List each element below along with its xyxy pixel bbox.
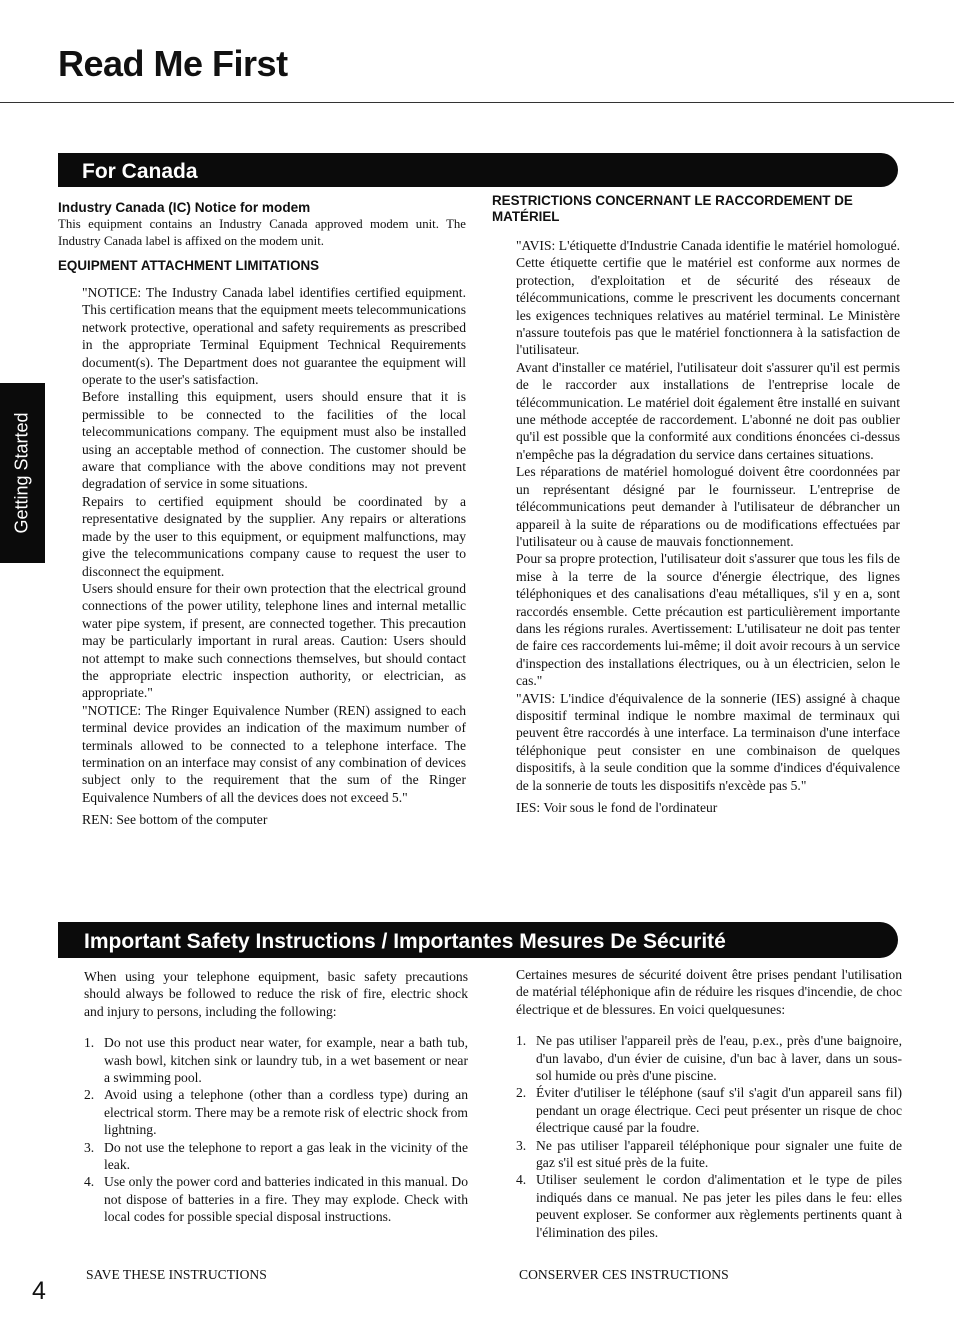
paragraph: Users should ensure for their own protection that the electrical ground connections of the power utility, telephone lines and internal metallic water pipe system, if present, are connected together. This precaution may be particularly important in rural areas. Caution: Users should not attempt to make such connections themselves, but should contact the appropriate electric inspection authority, or electrician, as appropriate." [82,580,466,701]
list-number: 4. [84,1174,95,1190]
paragraph: "AVIS: L'indice d'équivalence de la sonnerie (IES) assigné à chaque dispositif terminal indique le nombre maximal de terminaux qui peuvent être raccordés à une interface. La terminaison d'une interface téléphonique peut consister en une combinaison de quelques dispositifs, à la seule condition que la somme d'indices d'équivalence de la sonnerie de touts les dispositifs n'excède pas 5." [516,690,900,793]
list-number: 4. [516,1172,527,1188]
list-text: Éviter d'utiliser le téléphone (sauf s'il s'agit d'un appareil sans fil) pendant un orage électrique. Ceci peut présenter un risque de choc électrique causé par la foudre. [536,1085,902,1136]
safety-list-fr [516,1032,902,1241]
section-heading-canada-text: For Canada [82,160,198,183]
safety-intro-fr: Certaines mesures de sécurité doivent être prises pendant l'utilisation de matérial téléphonique afin de réduire les risques d'incendie, de choc électrique et de blessures. En voici quelquesunes: [516,967,902,1017]
ic-notice-intro: This equipment contains an Industry Canada approved modem unit. The Industry Canada label is affixed on the modem unit. [58,217,466,248]
list-number: 3. [84,1139,95,1155]
list-item [84,1034,468,1086]
page-title: Read Me First [58,43,288,84]
list-text: Ne pas utiliser l'appareil téléphonique pour signaler une fuite de gaz s'il est situé près de la fuite. [536,1137,902,1171]
restrictions-head: RESTRICTIONS CONCERNANT LE RACCORDEMENT DE MATÉRIEL [492,193,853,224]
safety-french-column [516,966,902,1241]
list-number: 3. [516,1137,527,1153]
list-text: Do not use the telephone to report a gas leak in the vicinity of the leak. [104,1139,468,1173]
paragraph: Avant d'installer ce matériel, l'utilisateur doit s'assurer qu'il est permis de le raccorder aux installations de l'entreprise locale de télécommunication. Le matériel doit également être installé en suivant une méthode acceptée de raccordement. L'abonné ne doit pas oublier qu'il est possible que la conformité aux conditions énoncées ci-dessus n'empêche pas la dégradation du service dans certaines situations. [516,359,900,462]
section-heading-safety-text: Important Safety Instructions / Importantes Mesures De Sécurité [84,930,726,953]
list-text: Utiliser seulement le cordon d'alimentation et le type de piles indiqués dans ce manual. Ne pas jeter les piles dans le feu: elles peuvent exploser. Se conformer aux règlements pertinents quant à l'élimination des piles. [536,1172,902,1240]
list-item [84,1086,468,1138]
ren-note: REN: See bottom of the computer [82,812,268,828]
list-item [516,1084,902,1136]
safety-english-column [84,968,468,1226]
save-instructions: SAVE THESE INSTRUCTIONS [86,1267,267,1282]
paragraph: Les réparations de matériel homologué doivent être coordonnées par un représentant désigné par le fournisseur. L'entreprise de télécommunications peut demander à l'utilisateur de débrancher un appareil à la suite de réparations ou de modifications effectuées par l'utilisateur ou à cause de mauvais fonctionnement. [516,464,900,549]
list-item [84,1173,468,1225]
equipment-limitations-head: EQUIPMENT ATTACHMENT LIMITATIONS [58,258,320,273]
ic-notice-subhead: Industry Canada (IC) Notice for modem [58,200,311,215]
list-text: Use only the power cord and batteries indicated in this manual. Do not dispose of batteries in a fire. They may explode. Check with local codes for possible special disposal instructions. [104,1174,468,1225]
list-number: 2. [516,1085,527,1101]
section-heading-canada [58,153,898,187]
list-item [516,1137,902,1172]
section-heading-safety [58,922,898,958]
safety-intro: When using your telephone equipment, basic safety precautions should always be followed to reduce the risk of fire, electric shock and injury to persons, including the following: [84,969,468,1019]
paragraph: "NOTICE: The Industry Canada label identifies certified equipment. This certification means that the equipment meets telecommunications network protective, operational and safety requirements as prescribed in the appropriate Terminal Equipment Technical Requirements document(s). The Department does not guarantee the equipment will operate to the user's satisfaction. [82,285,466,388]
title-rule [0,102,954,103]
list-number: 2. [84,1087,95,1103]
safety-list [84,1034,468,1225]
list-item [84,1139,468,1174]
list-number: 1. [516,1033,527,1049]
canada-french-column [492,193,900,816]
paragraph: "NOTICE: The Ringer Equivalence Number (REN) assigned to each terminal device provides an indication of the maximum number of terminals allowed to be connected to a telephone interface. The termination on an interface may consist of any combination of devices subject only to the requirement that the sum of the Ringer Equivalence Numbers of all the devices does not exceed 5." [82,702,466,805]
paragraph: Before installing this equipment, users should ensure that it is permissible to be connected to the facilities of the local telecommunications company. The equipment must also be installed using an acceptable method of connection. The customer should be aware that compliance with the above conditions may not prevent degradation of service in some situations. [82,389,466,492]
list-item [516,1171,902,1241]
list-item [516,1032,902,1084]
paragraph: Pour sa propre protection, l'utilisateur doit s'assurer que tous les fils de mise à la terre de la source d'énergie électrique, des lignes téléphoniques et des canalisations d'eau métalliques, s'il y en a, sont raccordés ensemble. Cette précaution est particulièrement importante dans les régions rurales. Avertissement: L'utilisateur ne doit pas tenter de faire ces raccordements lui-même; il doit avoir recours à un service d'inspection des installations électriques, ou à un électricien, selon le cas." [516,551,900,689]
page-number: 4 [32,1277,46,1305]
ies-note: IES: Voir sous le fond de l'ordinateur [516,800,718,815]
list-number: 1. [84,1035,95,1051]
side-tab-label: Getting Started [11,412,32,534]
canada-english-column [58,200,466,829]
list-text: Avoid using a telephone (other than a cordless type) during an electrical storm. There may be a remote risk of electric shock from lightning. [104,1087,468,1138]
paragraph: Repairs to certified equipment should be coordinated by a representative designated by the supplier. Any repairs or alterations made by the user to this equipment, or equipment malfunctions, may give the telecommunications company cause to request the user to disconnect the equipment. [82,493,466,579]
paragraph: "AVIS: L'étiquette d'Industrie Canada identifie le matériel homologué. Cette étiquette certifie que le matériel est conforme aux normes de protection, d'exploitation et de sécurité des réseaux de télécommunications, comme le prescrivent les documents concernant les exigences techniques relatives au matériel terminal. Le Ministère n'assure toutefois pas que le matériel fonctionnera à la satisfaction de l'utilisateur. [516,238,900,358]
list-text: Ne pas utiliser l'appareil près de l'eau, p.ex., près d'une baignoire, d'un lavabo, d'un évier de cuisine, d'un bac à laver, dans un sous-sol humide ou près d'une piscine. [536,1033,902,1084]
list-text: Do not use this product near water, for example, near a bath tub, wash bowl, kitchen sink or laundry tub, in a wet basement or near a swimming pool. [104,1035,468,1086]
conserver-instructions: CONSERVER CES INSTRUCTIONS [519,1267,729,1282]
